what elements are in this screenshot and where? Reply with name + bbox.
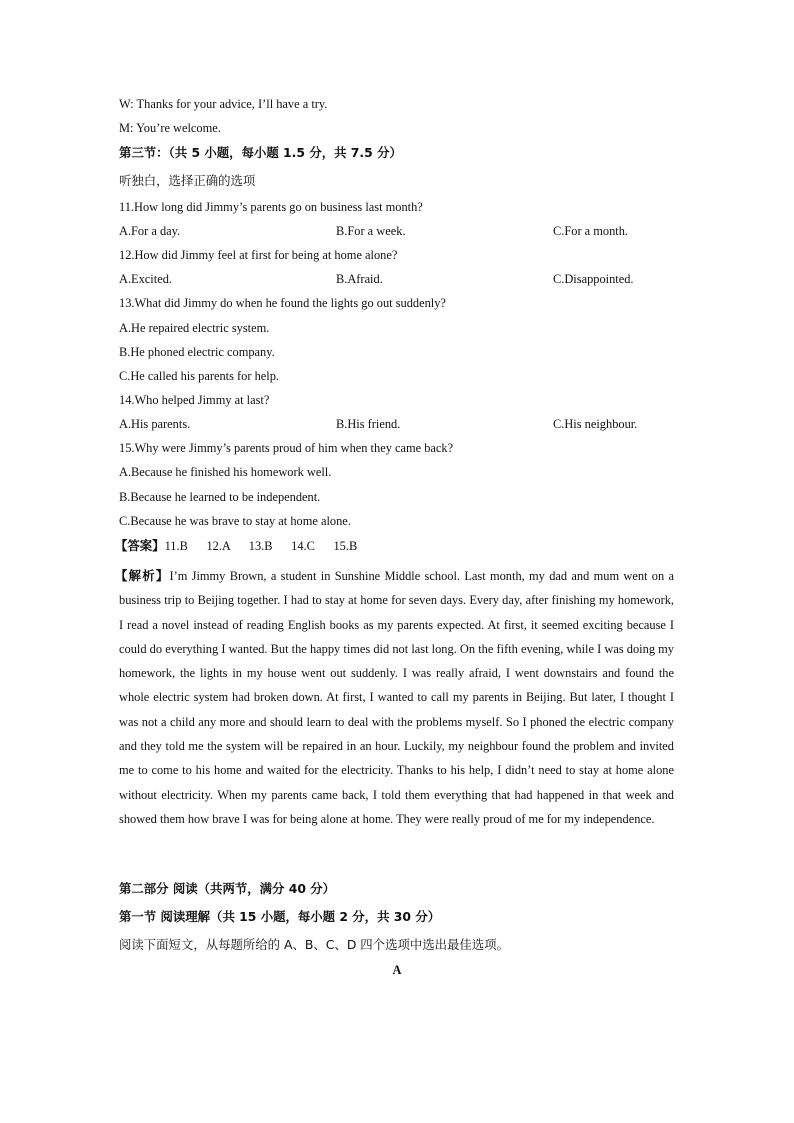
analysis-text: I’m Jimmy Brown, a student in Sunshine Middle school. Last month, my dad and mum went on a business trip to Beijing together. I had to stay at home for seven days. Every day, after finishing my homework, I read a novel instead of reading English books as my parents expected. At first, it seemed exciting because I could do everything I wanted. But the happy times did not last long. On the fifth evening, while I was doing my homework, the lights in my house went out suddenly. I was really afraid, I went downstairs and found the whole electric system had broken down. At first, I wanted to call my parents in Beijing. But later, I thought I was not a child any more and should learn to deal with the problems myself. So I phoned the electric company and they told me the system will be repaired in an hour. Luckily, my neighbour found the problem and invited me to come to his home and waited for the electricity. Thanks to his help, I didn’t need to stay at home alone without electricity. When my parents came back, I told them everything that had happened in that week and showed them how brave I was for being alone at home. They were really proud of me for my independence.	[119, 569, 674, 826]
q14-option-a: A.His parents.	[119, 417, 191, 431]
q13-option-a: A.He repaired electric system.	[119, 321, 270, 335]
passage-label: A	[392, 963, 402, 977]
q15-option-b: B.Because he learned to be independent.	[119, 490, 321, 504]
q11-option-c: C.For a month.	[553, 224, 629, 238]
question-11: 11.How long did Jimmy’s parents go on business last month?	[119, 200, 423, 214]
answer-row	[115, 538, 357, 554]
question-15: 15.Why were Jimmy’s parents proud of him when they came back?	[119, 441, 454, 455]
answer-values: 11.B 12.A 13.B 14.C 15.B	[164, 539, 358, 553]
q13-option-c: C.He called his parents for help.	[119, 369, 279, 383]
question-14: 14.Who helped Jimmy at last?	[119, 393, 270, 407]
dialogue-m-line: M: You’re welcome.	[119, 121, 221, 135]
question-12: 12.How did Jimmy feel at first for being at home alone?	[119, 248, 398, 262]
question-13: 13.What did Jimmy do when he found the lights go out suddenly?	[119, 296, 446, 310]
dialogue-w-line: W: Thanks for your advice, I’ll have a try.	[119, 97, 328, 111]
q13-option-b: B.He phoned electric company.	[119, 345, 275, 359]
analysis-label: 【解析】	[115, 568, 170, 583]
section3-heading: 第三节：（共 5 小题，每小题 1.5 分，共 7.5 分）	[119, 145, 402, 160]
q14-option-c: C.His neighbour.	[553, 417, 638, 431]
q14-option-b: B.His friend.	[336, 417, 401, 431]
q12-option-a: A.Excited.	[119, 272, 172, 286]
part2-section1-heading: 第一节 阅读理解（共 15 小题，每小题 2 分，共 30 分）	[119, 909, 441, 924]
q11-option-a: A.For a day.	[119, 224, 181, 238]
q15-option-a: A.Because he finished his homework well.	[119, 465, 332, 479]
section3-instruction: 听独白，选择正确的选项	[119, 173, 256, 188]
analysis-paragraph	[115, 564, 674, 831]
q15-option-c: C.Because he was brave to stay at home alone.	[119, 514, 351, 528]
part2-instruction: 阅读下面短文，从每题所给的 A、B、C、D 四个选项中选出最佳选项。	[119, 937, 509, 952]
q12-option-b: B.Afraid.	[336, 272, 383, 286]
answer-label: 【答案】	[115, 538, 165, 553]
q12-option-c: C.Disappointed.	[553, 272, 634, 286]
q11-option-b: B.For a week.	[336, 224, 406, 238]
part2-heading: 第二部分 阅读（共两节，满分 40 分）	[119, 881, 336, 896]
